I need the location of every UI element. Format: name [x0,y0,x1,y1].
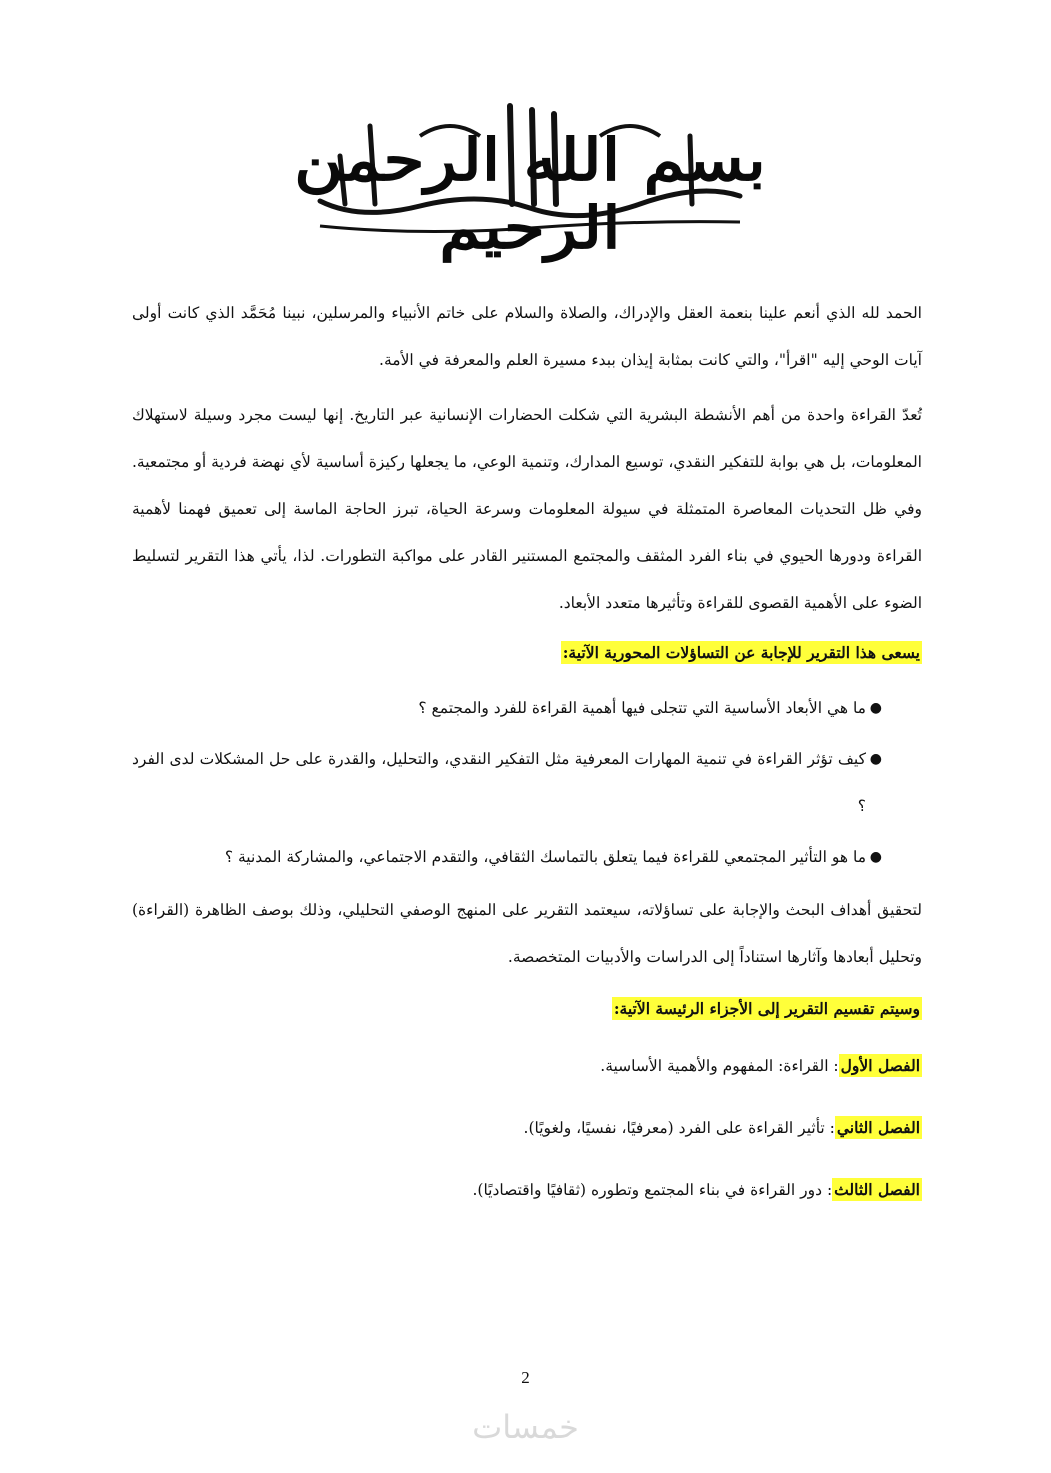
bullet-icon: ● [869,849,882,865]
structure-heading: وسيتم تقسيم التقرير إلى الأجزاء الرئيسة الآتية: [613,999,920,1018]
chapter-3 [132,1171,922,1209]
chapter-text: : دور القراءة في بناء المجتمع وتطوره (ثقافيًا واقتصاديًا). [472,1181,833,1199]
intro-paragraph-2: تُعدّ القراءة واحدة من أهم الأنشطة البشرية التي شكلت الحضارات الإنسانية عبر التاريخ. إنها ليست مجرد وسيلة لاستهلاك المعلومات، بل هي بوابة للتفكير النقدي، توسيع المدارك، وتنمية الوعي، ما يجعلها ركيزة أساسية لأي نهضة فردية أو مجتمعية. وفي ظل التحديات المعاصرة المتمثلة في سيولة المعلومات وسرعة الحياة، تبرز الحاجة الماسة إلى تعميق فهمنا لأهمية القراءة ودورها الحيوي في بناء الفرد المثقف والمجتمع المستنير القادر على مواكبة التطورات. لذا، يأتي هذا التقرير لتسليط الضوء على الأهمية القصوى للقراءة وتأثيرها متعدد الأبعاد. [132,406,922,612]
questions-heading: يسعى هذا التقرير للإجابة عن التساؤلات المحورية الآتية: [562,643,920,662]
questions-list [132,685,922,881]
page-number: 2 [521,1368,530,1387]
list-item [132,834,922,881]
basmala-text: بسم الله الرحمن الرحيم [294,126,766,262]
question-text: كيف تؤثر القراءة في تنمية المهارات المعرفية مثل التفكير النقدي، والتحليل، والقدرة على حل المشكلات لدى الفرد ؟ [132,750,866,815]
chapter-label: الفصل الثاني [836,1118,920,1137]
structure-heading-row [132,991,922,1027]
chapter-2 [132,1109,922,1147]
document-body [132,290,922,1233]
chapter-label: الفصل الثالث [834,1180,920,1199]
questions-heading-row [132,635,922,671]
method-paragraph: لتحقيق أهداف البحث والإجابة على تساؤلاته، سيعتمد التقرير على المنهج الوصفي التحليلي، وذلك بوصف الظاهرة (القراءة) وتحليل أبعادها وآثارها استناداً إلى الدراسات والأدبيات المتخصصة. [132,901,922,966]
chapter-text: : القراءة: المفهوم والأهمية الأساسية. [600,1057,839,1075]
chapter-1 [132,1047,922,1085]
chapter-text: : تأثير القراءة على الفرد (معرفيًا، نفسيًا، ولغويًا). [523,1119,835,1137]
bullet-icon: ● [869,751,882,767]
question-text: ما هي الأبعاد الأساسية التي تتجلى فيها أهمية القراءة للفرد والمجتمع ؟ [418,699,866,717]
bullet-icon: ● [869,700,882,716]
list-item [132,736,922,830]
question-text: ما هو التأثير المجتمعي للقراءة فيما يتعلق بالتماسك الثقافي، والتقدم الاجتماعي، والمشاركة المدنية ؟ [224,848,866,866]
basmala-calligraphy [294,96,766,262]
chapter-label: الفصل الأول [840,1056,920,1075]
intro-paragraph-1: الحمد لله الذي أنعم علينا بنعمة العقل والإدراك، والصلاة والسلام على خاتم الأنبياء والمرسلين، نبينا مُحَمَّد الذي كانت أولى آيات الوحي إليه "اقرأ"، والتي كانت بمثابة إيذان ببدء مسيرة العلم والمعرفة في الأمة. [132,304,922,369]
watermark-logo: خمسات [472,1408,579,1446]
list-item [132,685,922,732]
